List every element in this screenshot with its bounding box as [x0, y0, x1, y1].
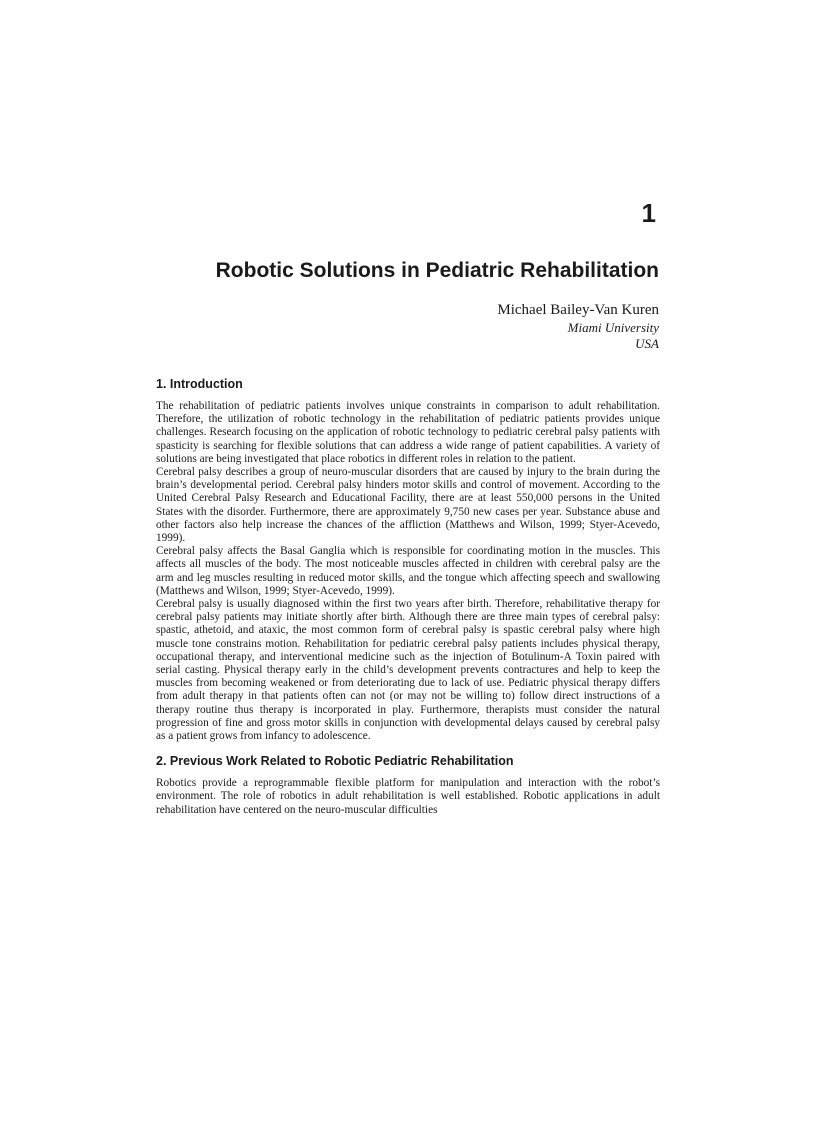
paragraph: Cerebral palsy is usually diagnosed within the first two years after birth. Therefore, rehabilitative therapy for cerebral palsy patients may initiate shortly after birth. Although there are three main types of cerebral palsy: spastic, athetoid, and ataxic, the most common form of cerebral palsy is spastic cerebral palsy where high muscle tone constrains motion. Rehabilitation for pediatric cerebral palsy patients includes physical therapy, occupational therapy, and interventional medicine such as the injection of Botulinum-A Toxin paired with serial casting. Physical therapy early in the child’s development prevents contractures and help to keep the muscles from becoming weakened or from deteriorating due to lack of use. Pediatric physical therapy differs from adult therapy in that patients often can not (or may not be willing to) follow direct instructions of a therapy routine thus therapy is incorporated in play. Furthermore, therapists must consider the natural progression of fine and gross motor skills in conjunction with developmental delays caused by cerebral palsy as a patient grows from infancy to adolescence.	[156, 598, 660, 743]
author-country: USA	[635, 336, 659, 351]
paragraph: Cerebral palsy affects the Basal Ganglia which is responsible for coordinating motion in the muscles. This affects all muscles of the body. The most noticeable muscles affected in children with cerebral palsy are the arm and leg muscles resulting in reduced motor skills, and the tongue which affecting speech and swallowing (Matthews and Wilson, 1999; Styer-Acevedo, 1999).	[156, 545, 660, 597]
paragraph: Cerebral palsy describes a group of neuro-muscular disorders that are caused by injury to the brain during the brain’s developmental period. Cerebral palsy hinders motor skills and control of movement. According to the United Cerebral Palsy Research and Educational Facility, there are at least 550,000 persons in the United States with the disorder. Furthermore, there are approximately 9,750 new cases per year. Substance abuse and other factors also help increase the chances of the affliction (Matthews and Wilson, 1999; Styer-Acevedo, 1999).	[156, 466, 660, 545]
author-affiliation: Miami University	[567, 320, 659, 335]
author-block	[497, 300, 659, 352]
section-previous-work	[156, 753, 660, 817]
section-introduction	[156, 376, 660, 743]
paragraph: Robotics provide a reprogrammable flexible platform for manipulation and interaction with the robot’s environment. The role of robotics in adult rehabilitation is well established. Robotic applications in adult rehabilitation have centered on the neuro-muscular difficulties	[156, 777, 660, 816]
section-heading: 1. Introduction	[156, 377, 243, 391]
chapter-number: 1	[641, 198, 656, 228]
body-text	[156, 376, 660, 817]
author-name: Michael Bailey-Van Kuren	[497, 302, 659, 318]
chapter-title: Robotic Solutions in Pediatric Rehabilitation	[215, 259, 659, 282]
section-heading: 2. Previous Work Related to Robotic Pediatric Rehabilitation	[156, 754, 514, 769]
paragraph: The rehabilitation of pediatric patients involves unique constraints in comparison to adult rehabilitation. Therefore, the utilization of robotic technology in the rehabilitation of pediatric patients provides unique challenges. Research focusing on the application of robotic technology to pediatric cerebral palsy patients with spasticity is searching for flexible solutions that can address a wide range of patient capabilities. A variety of solutions are being investigated that place robotics in different roles in relation to the patient.	[156, 400, 660, 465]
